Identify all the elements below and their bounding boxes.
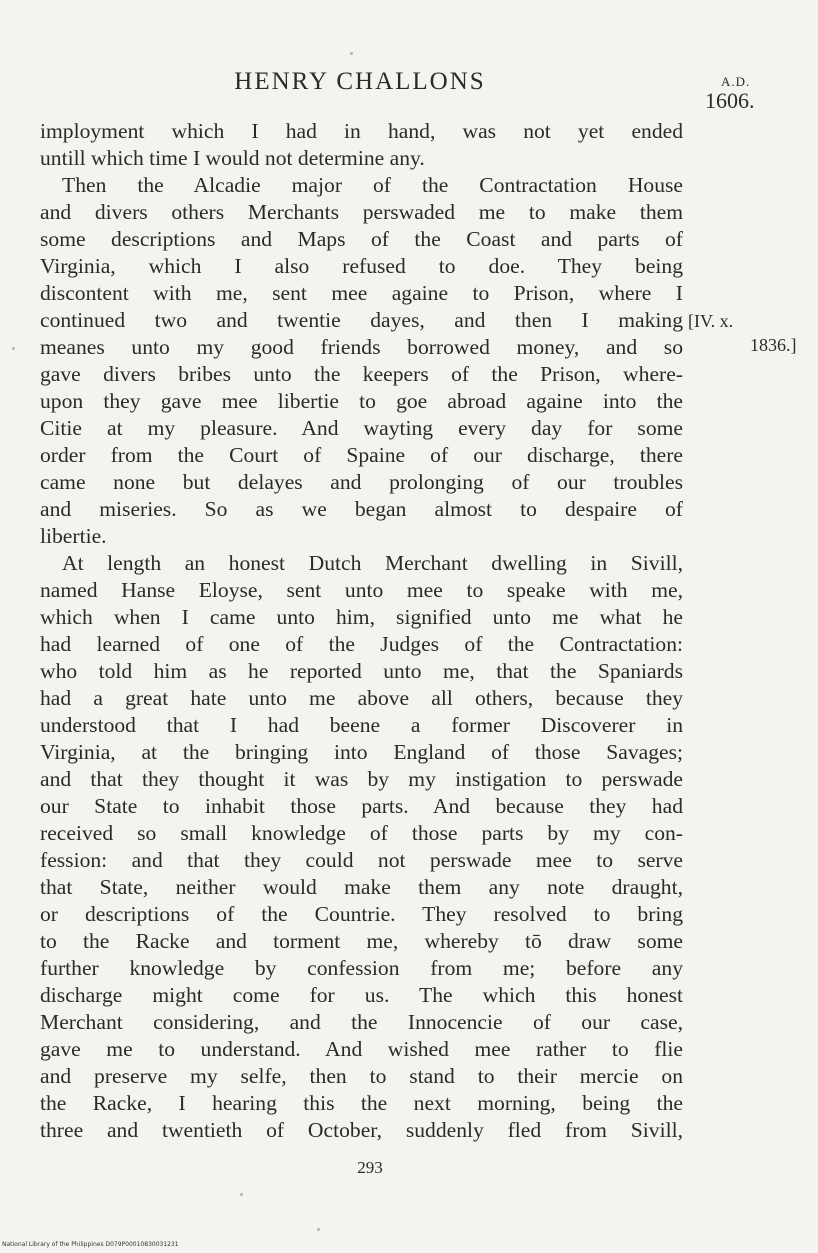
margin-ref-line1: [IV. x.: [688, 311, 734, 331]
text-line: untill which time I would not determine any.: [40, 146, 425, 170]
text-line: upon they gave mee libertie to goe abroad againe into the: [40, 389, 683, 413]
text-line: Merchant considering, and the Innocencie of our case,: [40, 1010, 683, 1034]
margin-reference: [688, 309, 813, 357]
text-line: further knowledge by confession from me; before any: [40, 956, 683, 980]
text-line: discharge might come for us. The which this honest: [40, 983, 683, 1007]
text-line: Virginia, which I also refused to doe. They being: [40, 254, 683, 278]
text-line: discontent with me, sent mee againe to Prison, where I: [40, 281, 683, 305]
text-line: some descriptions and Maps of the Coast and parts of: [40, 227, 683, 251]
scan-credit: National Library of the Philippines D079P00010830031231: [2, 1241, 179, 1248]
paper-speck: [12, 347, 15, 350]
text-line: and that they thought it was by my instigation to perswade: [40, 767, 683, 791]
date-label: A.D.: [721, 74, 751, 89]
text-line: came none but delayes and prolonging of our troubles: [40, 470, 683, 494]
text-line: and preserve my selfe, then to stand to their mercie on: [40, 1064, 683, 1088]
running-title: HENRY CHALLONS: [234, 68, 486, 95]
text-line: Then the Alcadie major of the Contractation House: [62, 173, 683, 197]
body-text: [40, 118, 683, 1144]
page-number: 293: [357, 1158, 383, 1177]
paper-speck: [317, 1228, 320, 1231]
text-line: understood that I had beene a former Discoverer in: [40, 713, 683, 737]
paper-speck: [350, 52, 353, 55]
text-line: continued two and twentie dayes, and then I making: [40, 308, 683, 332]
text-line: which when I came unto him, signified unto me what he: [40, 605, 683, 629]
text-line: had a great hate unto me above all others, because they: [40, 686, 683, 710]
text-line: our State to inhabit those parts. And because they had: [40, 794, 683, 818]
text-line: Citie at my pleasure. And wayting every day for some: [40, 416, 683, 440]
text-line: or descriptions of the Countrie. They resolved to bring: [40, 902, 683, 926]
paper-speck: [240, 1193, 243, 1196]
text-line: fession: and that they could not perswade mee to serve: [40, 848, 683, 872]
margin-ref-line2: 1836.]: [750, 335, 797, 355]
text-line: who told him as he reported unto me, that the Spaniards: [40, 659, 683, 683]
text-line: named Hanse Eloyse, sent unto mee to speake with me,: [40, 578, 683, 602]
text-line: and divers others Merchants perswaded me to make them: [40, 200, 683, 224]
text-line: had learned of one of the Judges of the Contractation:: [40, 632, 683, 656]
text-line: order from the Court of Spaine of our discharge, there: [40, 443, 683, 467]
text-line: gave divers bribes unto the keepers of the Prison, where-: [40, 362, 683, 386]
text-line: to the Racke and torment me, whereby tō draw some: [40, 929, 683, 953]
text-line: received so small knowledge of those parts by my con-: [40, 821, 683, 845]
text-line: meanes unto my good friends borrowed money, and so: [40, 335, 683, 359]
text-line: gave me to understand. And wished mee rather to flie: [40, 1037, 683, 1061]
text-line: imployment which I had in hand, was not yet ended: [40, 119, 683, 143]
text-line: Virginia, at the bringing into England of those Savages;: [40, 740, 683, 764]
date-year: 1606.: [705, 88, 755, 113]
text-line: At length an honest Dutch Merchant dwelling in Sivill,: [62, 551, 683, 575]
date-side-note: [705, 74, 805, 114]
text-line: that State, neither would make them any note draught,: [40, 875, 683, 899]
text-line: three and twentieth of October, suddenly fled from Sivill,: [40, 1118, 683, 1142]
text-line: the Racke, I hearing this the next morning, being the: [40, 1091, 683, 1115]
text-line: and miseries. So as we began almost to despaire of: [40, 497, 683, 521]
text-line: libertie.: [40, 524, 107, 548]
